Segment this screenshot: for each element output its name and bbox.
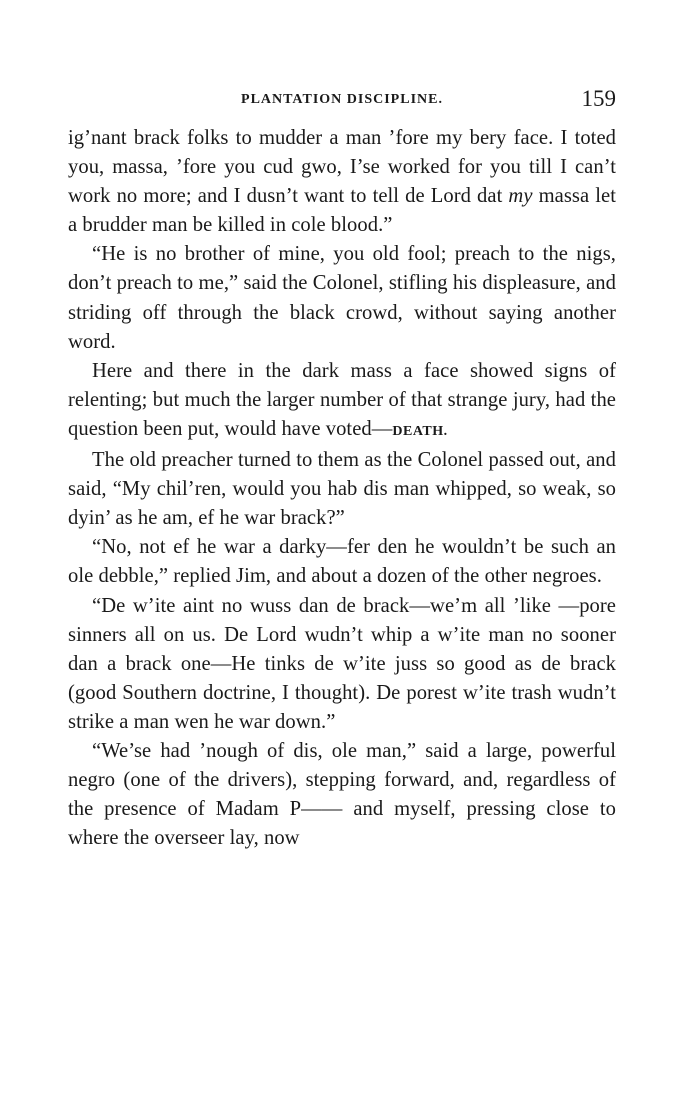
paragraph-4: The old preacher turned to them as the Colonel passed out, and said, “My chil’ren, would you hab dis man whipped, so weak, so dyin’ as he am, ef he war brack?”: [68, 449, 616, 530]
emphasized-word: my: [508, 185, 533, 208]
paragraph-1-end: massa let a brudder man be killed in cole blood.”: [68, 185, 616, 237]
page-number: 159: [581, 86, 616, 111]
smallcaps-word: DEATH.: [392, 423, 448, 439]
paragraph-3: [68, 357, 616, 446]
paragraph-5: “No, not ef he war a darky—fer den he wouldn’t be such an ole debble,” replied Jim, and about a dozen of the other negroes.: [68, 536, 616, 588]
body-text: [68, 124, 616, 853]
paragraph-3-start: Here and there in the dark mass a face showed signs of relenting; but much the larger number of that strange jury, had the question been put, would have voted—: [68, 359, 616, 440]
page-header: [68, 86, 616, 116]
book-page: [68, 86, 616, 853]
paragraph-2: “He is no brother of mine, you old fool; preach to the nigs, don’t preach to me,” said the Colonel, stifling his displeasure, and striding off through the black crowd, without saying another word.: [68, 243, 616, 353]
paragraph-1: [68, 124, 616, 240]
running-head: PLANTATION DISCIPLINE.: [241, 92, 443, 107]
paragraph-6: “De w’ite aint no wuss dan de brack—we’m all ’like —pore sinners all on us. De Lord wudn’t whip a w’ite man no sooner dan a brack one—He tinks de w’ite juss so good as de brack (good Southern doctrine, I thought). De porest w’ite trash wudn’t strike a man wen he war down.”: [68, 594, 616, 733]
paragraph-7: “We’se had ’nough of dis, ole man,” said a large, powerful negro (one of the drivers), stepping forward, and, regardless of the presence of Madam P—— and myself, pressing close to where the overseer lay, now: [68, 739, 616, 850]
paragraph-1-start: ig’nant brack folks to mudder a man ’fore my bery face. I toted you, massa, ’fore you cud gwo, I’se worked for you till I can’t work no more; and I dusn’t want to tell de Lord dat: [68, 127, 616, 208]
